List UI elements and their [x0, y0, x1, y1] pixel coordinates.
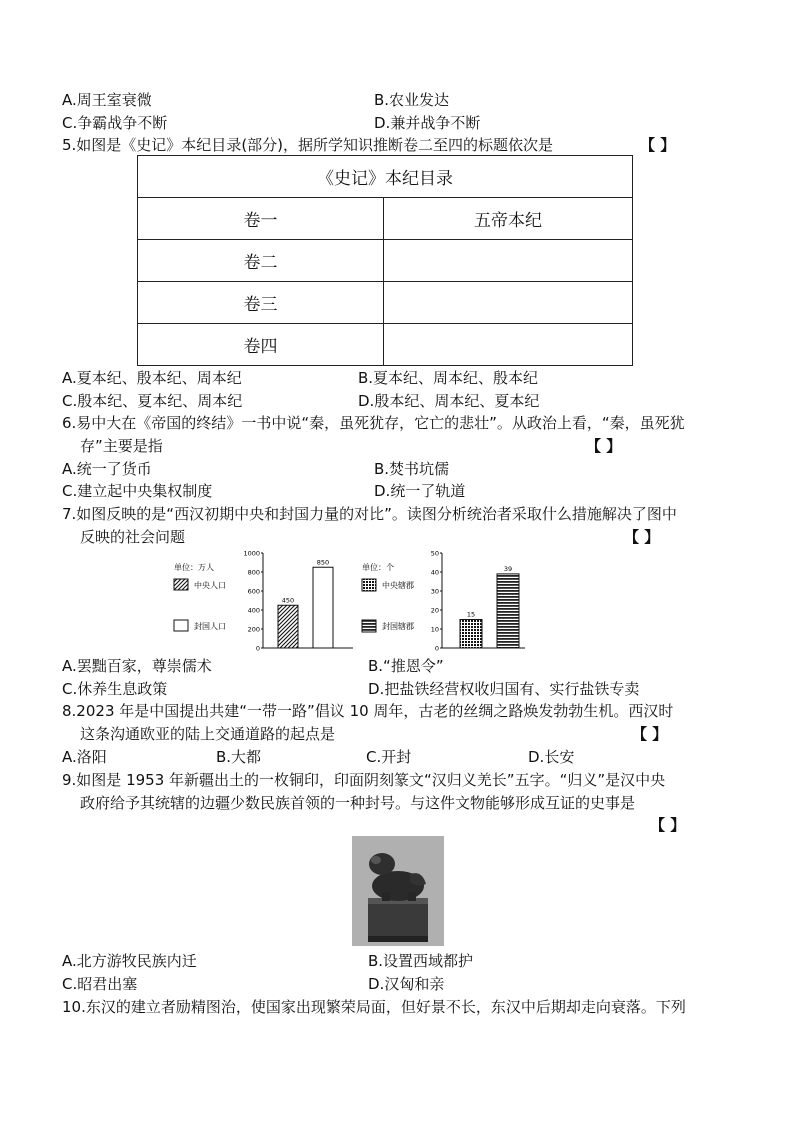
shiji-title-1: 五帝本纪	[384, 198, 633, 240]
commandery-unit-label: 单位：个	[362, 563, 394, 572]
legend-fief-pop-swatch	[174, 620, 188, 631]
q7-option-a: A.罢黜百家，尊崇儒术	[62, 657, 212, 675]
q7-stem-line2: 反映的社会问题	[80, 528, 186, 546]
q9-option-b: B.设置西域都护	[368, 952, 474, 970]
legend-fief-com-label: 封国辖郡	[382, 622, 414, 631]
legend-fief-pop-label: 封国人口	[194, 622, 226, 631]
legend-central-com-label: 中央辖郡	[382, 581, 414, 590]
q6-option-b: B.焚书坑儒	[374, 460, 450, 478]
q8-stem-line1: 8.2023 年是中国提出共建“一带一路”倡议 10 周年，古老的丝绸之路焕发勃勃生机。西汉时	[62, 702, 674, 720]
legend-central-pop-label: 中央人口	[194, 581, 226, 590]
commandery-tick-label: 20	[430, 606, 439, 615]
bronze-seal-photo	[352, 836, 444, 946]
population-bar-label-2: 850	[316, 558, 330, 567]
q8-option-b: B.大都	[216, 748, 262, 766]
shiji-title-4	[384, 324, 633, 366]
q8-option-a: A.洛阳	[62, 748, 107, 766]
q4-option-a: A.周王室衰微	[62, 91, 152, 109]
q9-stem-line2: 政府给予其统辖的边疆少数民族首领的一种封号。与这件文物能够形成互证的史事是	[80, 794, 636, 812]
shiji-table-title: 《史记》本纪目录	[138, 156, 633, 198]
q9-option-d: D.汉匈和亲	[368, 975, 445, 993]
population-chart	[168, 548, 358, 652]
commandery-tick-label: 0	[434, 644, 439, 652]
q7-stem-line1: 7.如图反映的是“西汉初期中央和封国力量的对比”。读图分析统治者采取什么措施解决了图中	[62, 505, 677, 523]
q5-option-a: A.夏本纪、殷本纪、周本纪	[62, 369, 242, 387]
q10-stem-line1: 10.东汉的建立者励精图治，使国家出现繁荣局面，但好景不长，东汉中后期却走向衰落。下列	[62, 998, 686, 1016]
population-tick-label: 600	[247, 587, 260, 596]
q6-stem-line2: 存”主要是指	[80, 437, 163, 455]
shiji-vol-1: 卷一	[138, 198, 384, 240]
population-bar-2	[313, 567, 333, 648]
q5-option-c: C.殷本纪、夏本纪、周本纪	[62, 392, 243, 410]
q8-stem-line2: 这条沟通欧亚的陆上交通道路的起点是	[80, 725, 336, 743]
q5-stem: 5.如图是《史记》本纪目录(部分)，据所学知识推断卷二至四的标题依次是	[62, 136, 554, 154]
legend-central-com-swatch	[362, 579, 376, 591]
q4-option-c: C.争霸战争不断	[62, 114, 168, 132]
commandery-tick-label: 30	[430, 587, 439, 596]
q8-option-d: D.长安	[528, 748, 575, 766]
population-tick-label: 1000	[243, 549, 260, 558]
q9-stem-line1: 9.如图是 1953 年新疆出土的一枚铜印，印面阴刻篆文“汉归义羌长”五字。“归义”是汉中央	[62, 771, 666, 789]
population-bar-label-1: 450	[281, 596, 295, 605]
commandery-chart	[360, 548, 530, 652]
q9-option-c: C.昭君出塞	[62, 975, 138, 993]
commandery-bar-2	[497, 574, 519, 648]
population-tick-label: 400	[247, 606, 260, 615]
q6-option-d: D.统一了轨道	[374, 482, 466, 500]
q6-option-c: C.建立起中央集权制度	[62, 482, 213, 500]
commandery-tick-label: 50	[430, 549, 439, 558]
shiji-vol-4: 卷四	[138, 324, 384, 366]
shiji-vol-3: 卷三	[138, 282, 384, 324]
q5-option-b: B.夏本纪、周本纪、殷本纪	[358, 369, 539, 387]
shiji-title-3	[384, 282, 633, 324]
commandery-bars	[460, 565, 519, 648]
commandery-bar-label-1: 15	[466, 610, 476, 619]
q7-option-b: B.“推恩令”	[368, 657, 444, 675]
q8-answer-bracket: 【 】	[632, 725, 668, 743]
population-bar-1	[278, 605, 298, 648]
q6-answer-bracket: 【 】	[586, 437, 622, 455]
q4-option-b: B.农业发达	[374, 91, 450, 109]
shiji-title-2	[384, 240, 633, 282]
population-tick-label: 0	[255, 644, 260, 652]
q6-option-a: A.统一了货币	[62, 460, 152, 478]
shiji-table	[137, 155, 633, 366]
q9-option-a: A.北方游牧民族内迁	[62, 952, 197, 970]
commandery-bar-1	[460, 620, 482, 649]
q5-option-d: D.殷本纪、周本纪、夏本纪	[358, 392, 540, 410]
q9-answer-bracket: 【 】	[650, 816, 686, 834]
legend-central-pop-swatch	[174, 579, 188, 590]
shiji-vol-2: 卷二	[138, 240, 384, 282]
q8-option-c: C.开封	[366, 748, 412, 766]
commandery-tick-label: 40	[430, 568, 439, 577]
population-tick-label: 800	[247, 568, 260, 577]
q7-answer-bracket: 【 】	[624, 528, 660, 546]
q7-option-c: C.休养生息政策	[62, 680, 168, 698]
q5-answer-bracket: 【 】	[640, 136, 676, 154]
q4-option-d: D.兼并战争不断	[374, 114, 481, 132]
q7-option-d: D.把盐铁经营权收归国有、实行盐铁专卖	[368, 680, 640, 698]
q6-stem-line1: 6.易中大在《帝国的终结》一书中说“秦，虽死犹存，它亡的悲壮”。从政治上看，“秦，虽死犹	[62, 414, 685, 432]
legend-fief-com-swatch	[362, 620, 376, 632]
commandery-tick-label: 10	[430, 625, 439, 634]
commandery-bar-label-2: 39	[503, 564, 513, 573]
population-tick-label: 200	[247, 625, 260, 634]
population-unit-label: 单位：万人	[174, 563, 214, 572]
population-bars	[278, 558, 333, 648]
